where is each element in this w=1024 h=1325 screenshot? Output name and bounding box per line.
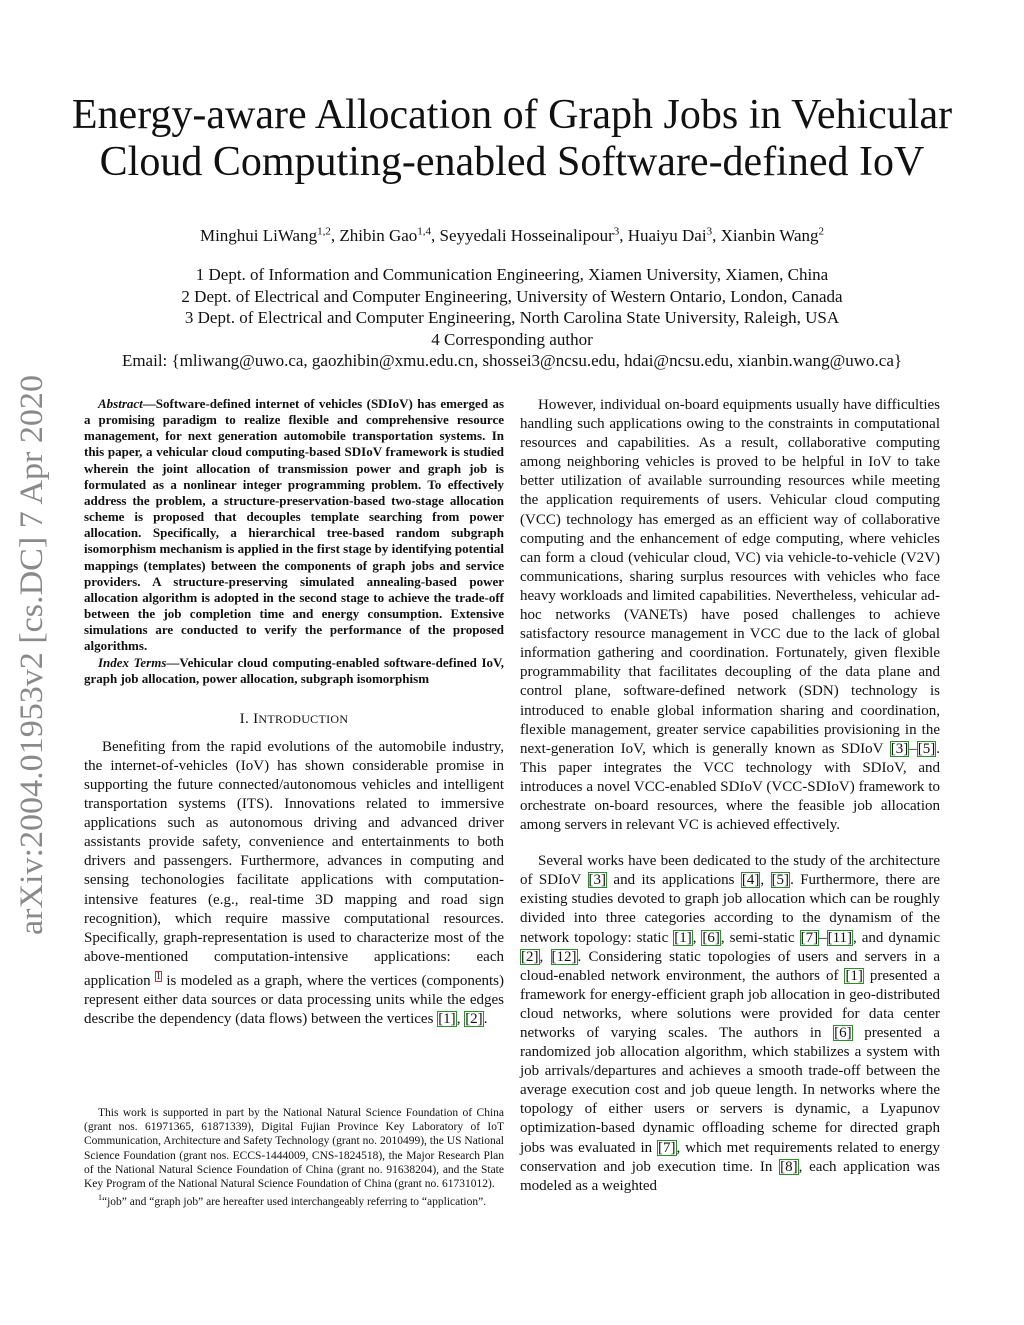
abstract-label: Abstract (98, 396, 143, 411)
body-paragraph: However, individual on-board equipments usually have difficulties handling such applications owing to the constraints in computational resources and capabilities. As a result, collaborative computing among neighboring vehicles is proved to be helpful in IoV to take better utilization of available surrounding resources while meeting the application requirements of users. Vehicular cloud computing (VCC) technology has emerged as an efficient way of collaborative computing and the enhancement of edge computing, where vehicles can form a cloud (vehicular cloud, VC) via vehicle-to-vehicle (V2V) communications, sharing surplus resources with vehicles who face heavy workloads and limited capabilities. Nevertheless, vehicular ad-hoc networks (VANETs) have posed challenges to achieve satisfactory resource management in VCC due to the lack of global information gathering and coordination. Fortunately, given flexible programmability that facilitates decoupling of the data plane and control plane, software-defined network (SDN) technology is introduced to enable global information sharing and coordination, flexible management, greater service capabilities provisioning in the next-generation IoV, which is generally known as SDIoV [3]–[5]. This paper integrates the VCC technology with SDIoV, and introduces a novel VCC-enabled SDIoV (VCC-SDIoV) framework to orchestrate on-board resources, where the feasible job allocation among servers in relevant VC is achieved effectively. (520, 397, 940, 834)
citation-link[interactable]: [7] (800, 929, 819, 946)
arxiv-stamp-svg (2, 370, 56, 940)
author: Seyyedali Hosseinalipour$^3$, (439, 225, 628, 245)
affiliation-line: 1 Dept. of Information and Communication Engineering, Xiamen University, Xiamen, China (195, 265, 829, 284)
footnote-ref-link[interactable]: 1 (156, 970, 161, 982)
email-line: Email: {mliwang@uwo.ca, gaozhibin@xmu.edu.cn, shossei3@ncsu.edu, hdai@ncsu.edu, xianbin.wang@uwo.ca} (121, 351, 903, 371)
abstract-text: —Software-defined internet of vehicles (SDIoV) has emerged as a promising paradigm to realize flexible and comprehensive resource management, for next generation automobile transportation systems. In this paper, a vehicular cloud computing-based SDIoV framework is studied wherein the joint allocation of transmission power and graph job is formulated as a nonlinear integer programming problem. To effectively address the problem, a structure-preservation-based two-stage allocation scheme is proposed that decouples template searching from power allocation. Specifically, a hierarchical tree-based random subgraph isomorphism mechanism is applied in the first stage by identifying potential mappings (templates) between the components of graph jobs and service providers. A structure-preserving simulated annealing-based power allocation algorithm is adopted in the second stage to achieve the trade-off between the job completion time and energy consumption. Extensive simulations are conducted to verify the performance of the proposed algorithms. (84, 396, 504, 654)
citation-link[interactable]: [12] (551, 948, 577, 965)
citation-link[interactable]: [6] (834, 1025, 852, 1041)
funding-footnote: This work is supported in part by the National Natural Science Foundation of China (grant nos. 61971365, 61871339), Digital Fujian Province Key Laboratory of IoT Communication, Architecture and Safety Technology (grant no. 2010499), the US National Science Foundation (grant nos. ECCS-1444009, CNS-1824518), the Major Research Plan of the National Natural Science Foundation of China (grant no. 91638204), and the State Key Program of the National Natural Science Foundation of China (grant no. 61731012). (84, 1107, 504, 1191)
abstract (84, 396, 504, 687)
citation-link[interactable]: [5] (917, 740, 936, 757)
paper-title (60, 92, 964, 186)
left-column (84, 396, 504, 1029)
citation-link[interactable]: [11] (827, 929, 853, 946)
body-paragraph: Several works have been dedicated to the study of the architecture of SDIoV [3] and its applications [4], [5]. Furthermore, there are existing studies devoted to graph job allocation which can be roughly divided into three categories according to the dynamism of the network topology: static [1], [6], semi-static [7]–[11], and dynamic [2], [12]. Considering static topologies of users and servers in a cloud-enabled network environment, the authors of [1] presented a framework for energy-efficient graph job allocation in geo-distributed cloud networks, where solutions were provided for data center networks of varying scales. The authors in [6] presented a randomized job allocation algorithm, which stabilizes a system with job arrivals/departures and achieves a smooth trade-off between the average execution cost and job queue length. In networks where the topology of either users or servers is dynamic, a Lyapunov optimization-based dynamic offloading scheme for directed graph jobs was evaluated in [7], which met requirements related to energy conservation and job execution time. In [8], each application was modeled as a weighted (520, 853, 941, 1194)
affiliations (60, 264, 964, 372)
citation-link[interactable]: [1] (438, 1011, 456, 1028)
citation-link[interactable]: [5] (771, 872, 790, 889)
affiliation-line: 3 Dept. of Electrical and Computer Engineering, North Carolina State University, Raleigh, USA (184, 308, 840, 328)
index-terms (84, 655, 504, 687)
footnote-1: $^1$“job” and “graph job” are hereafter used interchangeably referring to “application”. (98, 1193, 487, 1209)
citation-link[interactable]: [4] (741, 872, 760, 889)
affiliation-line: 4 Corresponding author (431, 329, 593, 349)
citation-link[interactable]: [6] (702, 929, 720, 946)
author: Xianbin Wang$^2$ (720, 225, 825, 245)
citation-link[interactable]: [3] (890, 740, 909, 757)
abstract-paragraph (84, 396, 504, 655)
arxiv-id-text: arXiv:2004.01953v2 [cs.DC] 7 Apr 2020 (14, 392, 50, 935)
citation-link[interactable]: [7] (658, 1139, 676, 1156)
author: Huaiyu Dai$^3$, (627, 225, 721, 245)
arxiv-sidebar-stamp (2, 370, 56, 940)
title-line-2: Cloud Computing-enabled Software-defined IoV (99, 139, 925, 185)
affiliation-line: 2 Dept. of Electrical and Computer Engineering, University of Western Ontario, London, Canada (181, 286, 843, 306)
index-terms-text: —Vehicular cloud computing-enabled software-defined IoV, graph job allocation, power allocation, subgraph isomorphism (84, 654, 504, 686)
section-heading-introduction: I. INTRODUCTION (239, 710, 349, 727)
citation-link[interactable]: [2] (465, 1011, 483, 1028)
citation-link[interactable]: [3] (588, 872, 607, 889)
index-terms-label: Index Terms (98, 654, 167, 670)
title-line-1: Energy-aware Allocation of Graph Jobs in Vehicular (71, 92, 953, 138)
citation-link[interactable]: [2] (521, 948, 539, 965)
citation-link[interactable]: [1] (845, 967, 863, 984)
citation-link[interactable]: [1] (674, 929, 692, 946)
author-list (60, 220, 964, 247)
right-column (520, 396, 940, 1196)
footnotes (84, 1106, 504, 1209)
intro-paragraph: Benefiting from the rapid evolutions of the automobile industry, the internet-of-vehicles (IoV) has shown considerable promise in supporting the future connected/autonomous vehicles and intelligent transportation systems (ITS). Innovations related to immersive applications such as autonomous driving and advanced driver assistants provide safety, convenience and entertainments to both drivers and passengers. Furthermore, advances in computing and sensing techonologies facilitate applications with computation-intensive features (e.g., real-time 3D mapping and road sign recognition), which require massive computational resources. Specifically, graph-representation is used to characterize most of the above-mentioned computation-intensive applications: each application $^1$ is modeled as a graph, where the vertices (components) represent either data sources or data processing units while the edges describe the dependency (data flows) between the vertices [1], [2]. (84, 738, 504, 1028)
paragraph-gap (520, 835, 940, 852)
author: Zhibin Gao$^{1,4}$, (339, 225, 440, 245)
author: Minghui LiWang$^{1,2}$, (199, 225, 340, 245)
citation-link[interactable]: [8] (780, 1158, 798, 1175)
